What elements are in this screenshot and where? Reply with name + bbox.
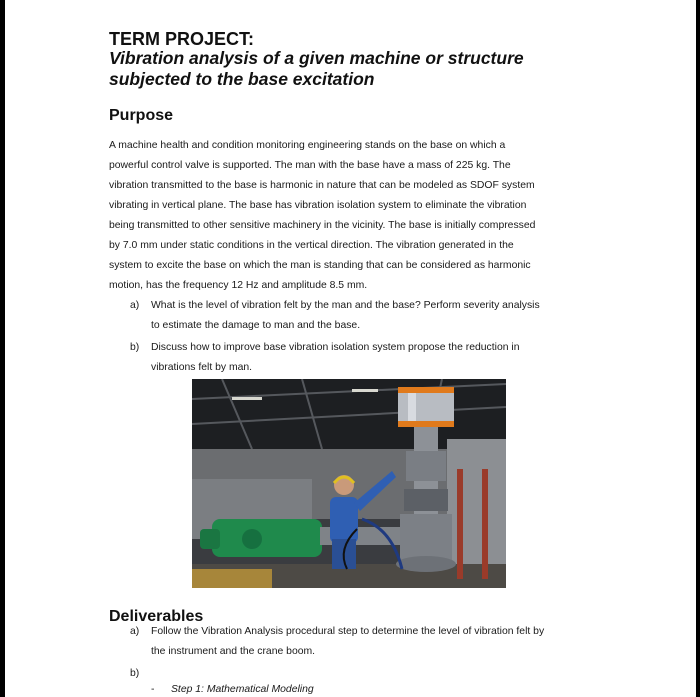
list-text: Follow the Vibration Analysis procedural step to determine the level of vibration felt by <box>151 626 545 637</box>
list-marker: a) <box>130 626 140 637</box>
list-marker: a) <box>130 300 140 311</box>
paragraph-line: vibration transmitted to the base is harmonic in nature that can be modeled as SDOF system <box>109 180 535 191</box>
left-border <box>0 0 5 697</box>
list-text: Discuss how to improve base vibration isolation system propose the reduction in <box>151 342 520 353</box>
list-text: What is the level of vibration felt by the man and the base? Perform severity analysis <box>151 300 540 311</box>
deliverables-heading: Deliverables <box>109 608 204 625</box>
question-b <box>130 338 600 378</box>
subtitle-line: Vibration analysis of a given machine or structure <box>109 48 524 68</box>
purpose-heading: Purpose <box>109 107 174 124</box>
paragraph-line: motion, has the frequency 12 Hz and amplitude 8.5 mm. <box>109 280 368 291</box>
list-text: vibrations felt by man. <box>151 362 253 373</box>
deliverable-a <box>130 622 600 662</box>
paragraph-line: being transmitted to other sensitive machinery in the vicinity. The base is initially compressed <box>109 220 536 231</box>
document-title: TERM PROJECT: <box>109 29 255 49</box>
list-text: the instrument and the crane boom. <box>151 646 316 657</box>
paragraph-line: powerful control valve is supported. The man with the base have a mass of 225 kg. The <box>109 160 511 171</box>
paragraph-line: A machine health and condition monitoring engineering stands on the base on which a <box>109 140 506 151</box>
purpose-paragraph <box>109 136 599 296</box>
right-border <box>696 0 700 697</box>
document-subtitle <box>109 48 579 90</box>
valve-photo <box>192 379 506 588</box>
list-dash: - <box>151 684 155 695</box>
question-a <box>130 296 600 336</box>
list-marker: b) <box>130 668 140 679</box>
step-text: Step 1: Mathematical Modeling <box>171 684 314 695</box>
subtitle-line: subjected to the base excitation <box>109 69 375 89</box>
paragraph-line: system to excite the base on which the man is standing that can be considered as harmonic <box>109 260 531 271</box>
list-marker: b) <box>130 342 140 353</box>
paragraph-line: by 7.0 mm under static conditions in the vertical direction. The vibration generated in the <box>109 240 514 251</box>
paragraph-line: vibrating in vertical plane. The base has vibration isolation system to eliminate the vibration <box>109 200 527 211</box>
list-text: to estimate the damage to man and the base. <box>151 320 361 331</box>
deliverable-b <box>130 664 600 684</box>
